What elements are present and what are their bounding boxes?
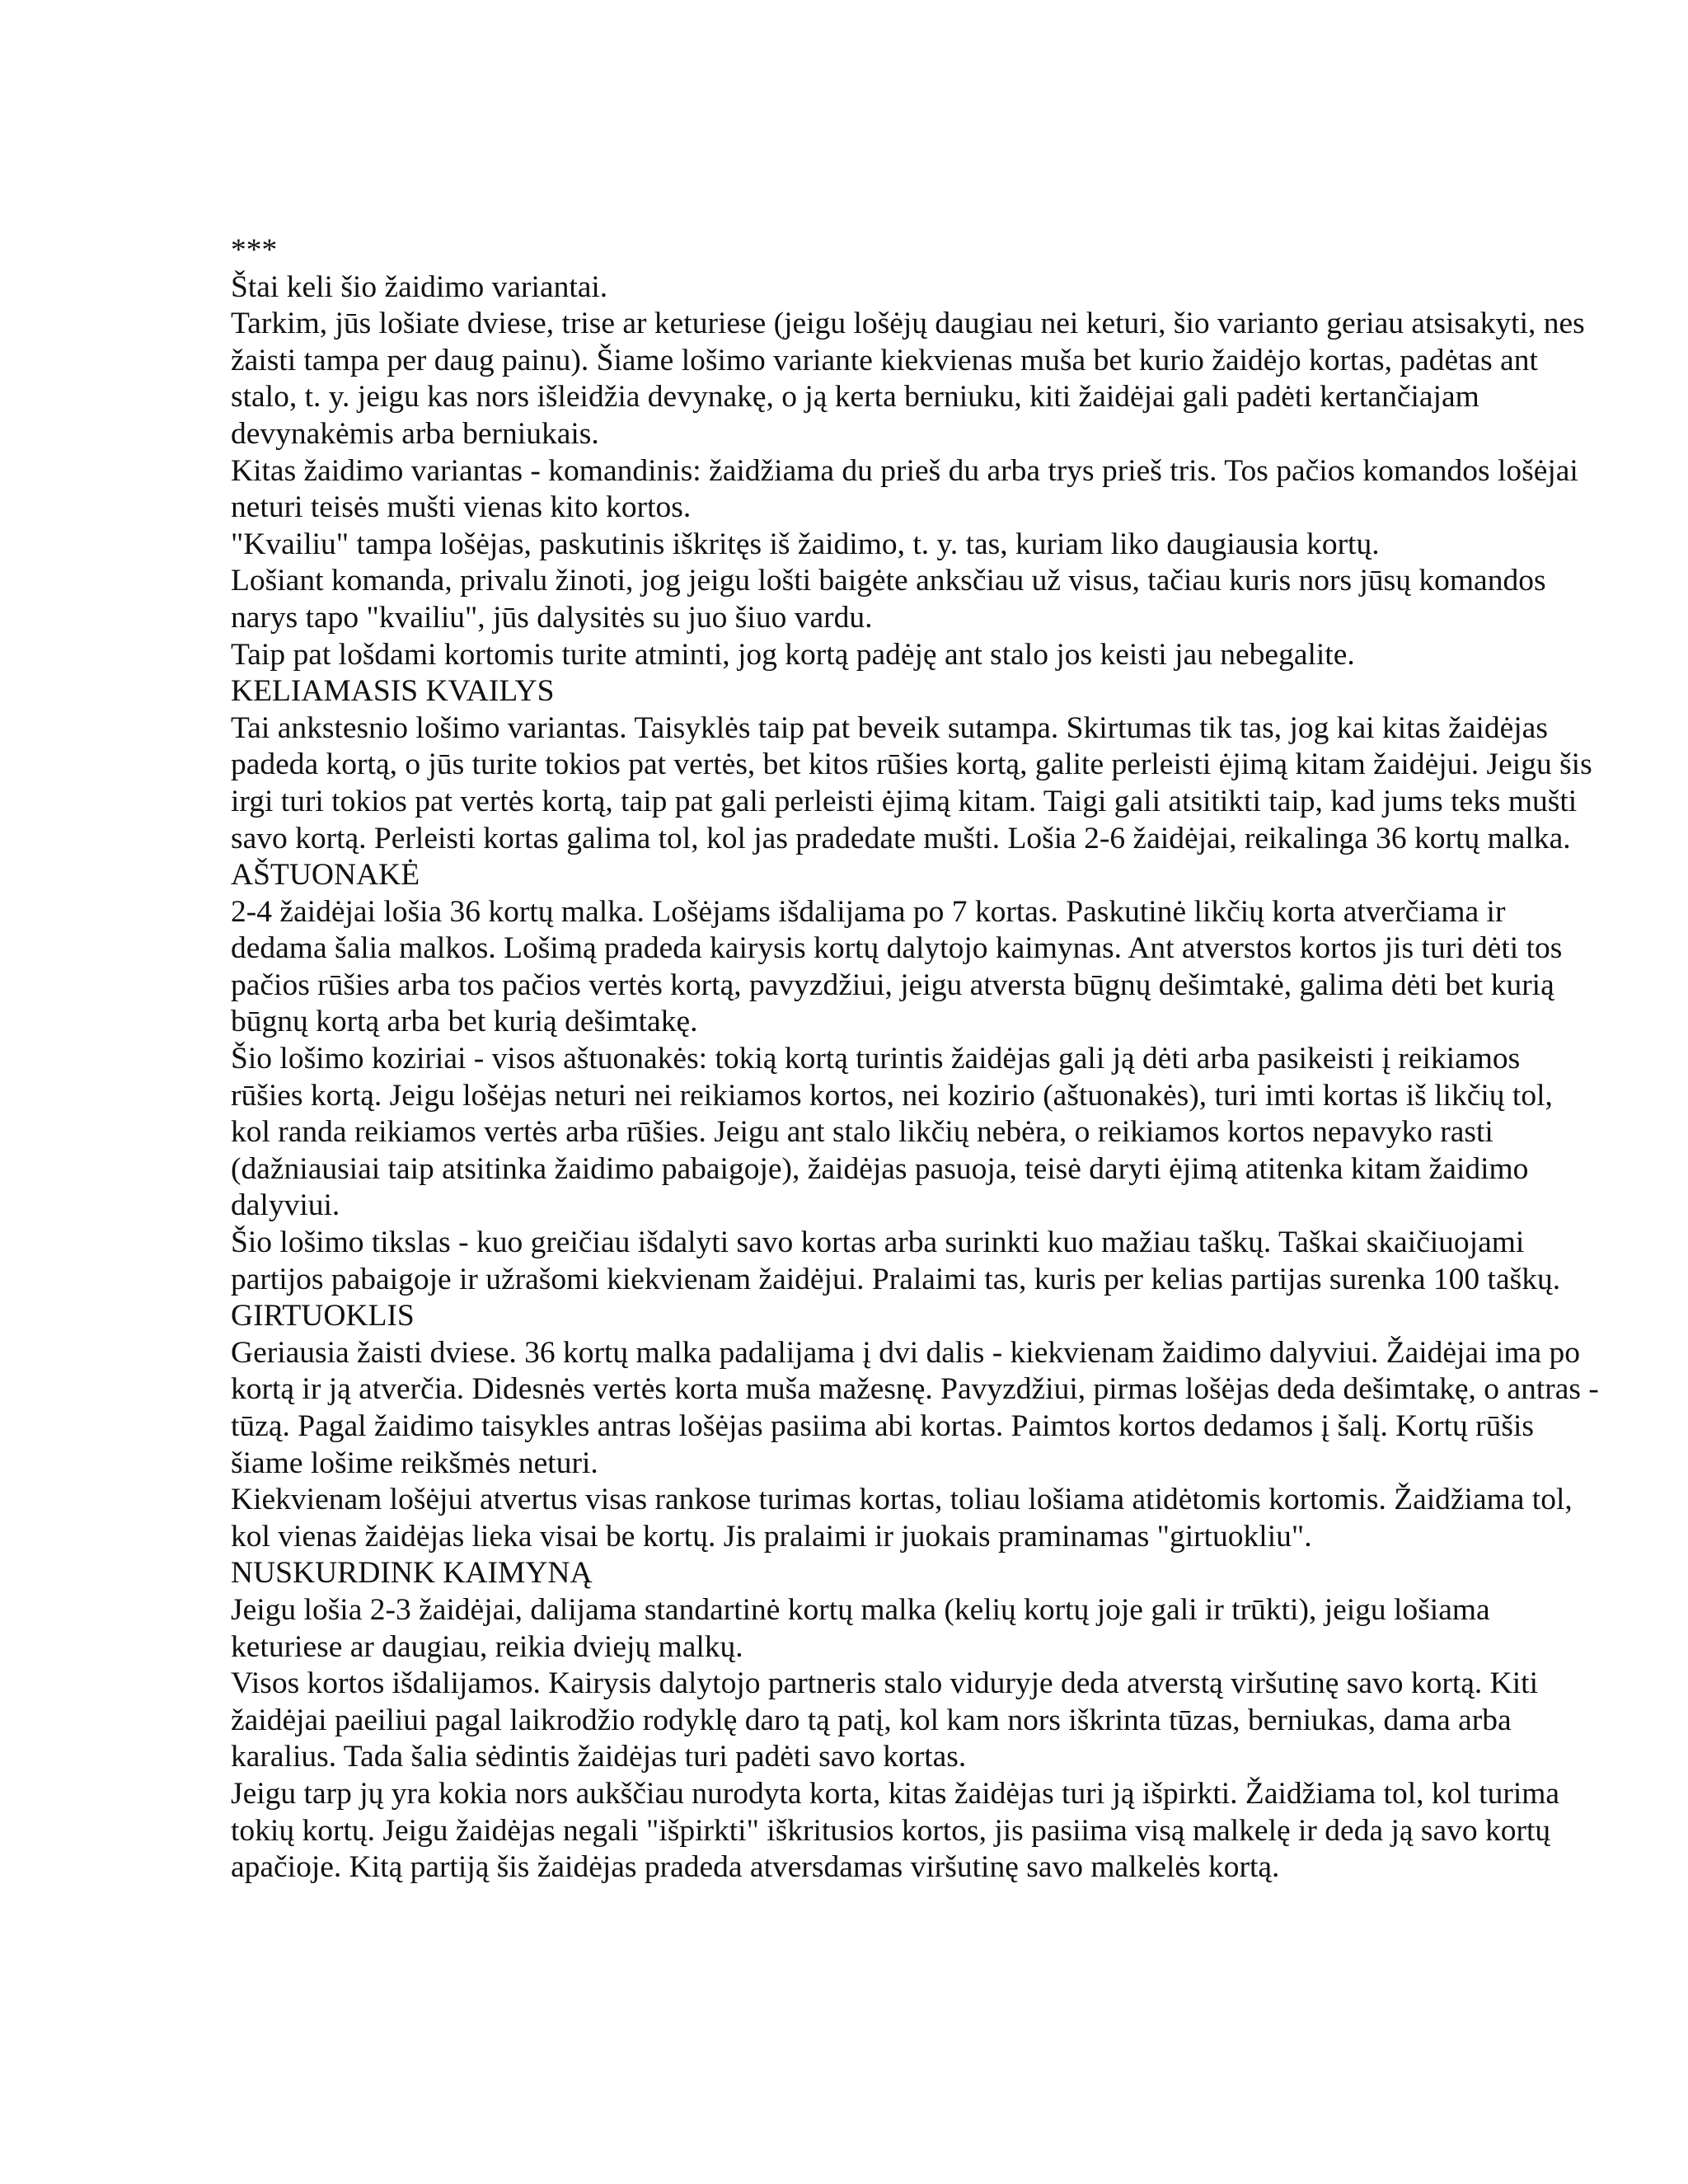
paragraph: Štai keli šio žaidimo variantai. [231, 269, 608, 304]
section-heading: GIRTUOKLIS [231, 1299, 415, 1333]
paragraph: "Kvailiu" tampa lošėjas, paskutinis iškritęs iš žaidimo, t. y. tas, kuriam liko daugiausia kortų. [231, 527, 1380, 561]
paragraph: Lošiant komanda, privalu žinoti, jog jeigu lošti baigėte anksčiau už visus, tačiau kuris nors jūsų komandos narys tapo "kvailiu", jūs dalysitės su juo šiuo vardu. [231, 564, 1546, 635]
paragraph: Kitas žaidimo variantas - komandinis: žaidžiama du prieš du arba trys prieš tris. Tos pačios komandos lošėjai neturi teisės mušti vienas kito kortos. [231, 453, 1578, 525]
paragraph: Šio lošimo tikslas - kuo greičiau išdalyti savo kortas arba surinkti kuo mažiau taškų. Taškai skaičiuojami partijos pabaigoje ir užrašomi kiekvienam žaidėjui. Pralaimi tas, kuris per kelias partijas surenka 100 taškų. [231, 1226, 1561, 1296]
separator-stars: *** [231, 233, 278, 267]
section-heading: NUSKURDINK KAIMYNĄ [231, 1556, 593, 1591]
paragraph: 2-4 žaidėjai lošia 36 kortų malka. Lošėjams išdalijama po 7 kortas. Paskutinė likčių korta atverčiama ir dedama šalia malkos. Lošimą pradeda kairysis kortų dalytojo kaimynas. Ant atverstos kortos jis turi dėti tos pačios rūšies arba tos pačios vertės kortą, pavyzdžiui, jeigu atversta būgnų dešimtakė, galima dėti bet kurią būgnų kortą arba bet kurią dešimtakę. [231, 894, 1563, 1039]
paragraph: Geriausia žaisti dviese. 36 kortų malka padalijama į dvi dalis - kiekvienam žaidimo dalyviui. Žaidėjai ima po kortą ir ją atverčia. Didesnės vertės korta muša mažesnę. Pavyzdžiui, pirmas lošėjas deda dešimtakę, o antras - tūzą. Pagal žaidimo taisykles antras lošėjas pasiima abi kortas. Paimtos kortos dedamos į šalį. Kortų rūšis šiame lošime reikšmės neturi. [231, 1335, 1599, 1480]
paragraph: Jeigu tarp jų yra kokia nors aukščiau nurodyta korta, kitas žaidėjas turi ją išpirkti. Žaidžiama tol, kol turima tokių kortų. Jeigu žaidėjas negali "išpirkti" iškritusios kortos, jis pasiima visą malkelę ir deda ją savo kortų apačioje. Kitą partiją šis žaidėjas pradeda atversdamas viršutinę savo malkelės kortą. [231, 1776, 1560, 1885]
paragraph: Visos kortos išdalijamos. Kairysis dalytojo partneris stalo viduryje deda atverstą viršutinę savo kortą. Kiti žaidėjai paeiliui pagal laikrodžio rodyklę daro tą patį, kol kam nors iškrinta tūzas, berniukas, dama arba karalius. Tada šalia sėdintis žaidėjas turi padėti savo kortas. [231, 1666, 1539, 1774]
section-heading: AŠTUONAKĖ [231, 858, 420, 893]
section-heading: KELIAMASIS KVAILYS [231, 674, 555, 709]
paragraph: Kiekvienam lošėjui atvertus visas rankose turimas kortas, toliau lošiama atidėtomis kortomis. Žaidžiama tol, kol vienas žaidėjas lieka visai be kortų. Jis pralaimi ir juokais praminamas "girtuokliu". [231, 1483, 1573, 1554]
document-body [231, 232, 1599, 1886]
paragraph: Tai ankstesnio lošimo variantas. Taisyklės taip pat beveik sutampa. Skirtumas tik tas, jog kai kitas žaidėjas padeda kortą, o jūs turite tokios pat vertės, bet kitos rūšies kortą, galite perleisti ėjimą kitam žaidėjui. Jeigu šis irgi turi tokios pat vertės kortą, taip pat gali perleisti ėjimą kitam. Taigi gali atsitikti taip, kad jums teks mušti savo kortą. Perleisti kortas galima tol, kol jas pradedate mušti. Lošia 2-6 žaidėjai, reikalinga 36 kortų malka. [231, 710, 1592, 855]
paragraph: Taip pat lošdami kortomis turite atminti, jog kortą padėję ant stalo jos keisti jau nebegalite. [231, 637, 1355, 672]
paragraph: Jeigu lošia 2-3 žaidėjai, dalijama standartinė kortų malka (kelių kortų joje gali ir trūkti), jeigu lošiama keturiese ar daugiau, reikia dviejų malkų. [231, 1592, 1490, 1664]
paragraph: Tarkim, jūs lošiate dviese, trise ar keturiese (jeigu lošėjų daugiau nei keturi, šio varianto geriau atsisakyti, nes žaisti tampa per daug painu). Šiame lošimo variante kiekvienas muša bet kurio žaidėjo kortas, padėtas ant stalo, t. y. jeigu kas nors išleidžia devynakę, o ją kerta berniuku, kiti žaidėjai gali padėti kertančiajam devynakėmis arba berniukais. [231, 307, 1585, 451]
paragraph: Šio lošimo koziriai - visos aštuonakės: tokią kortą turintis žaidėjas gali ją dėti arba pasikeisti į reikiamos rūšies kortą. Jeigu lošėjas neturi nei reikiamos kortos, nei kozirio (aštuonakės), turi imti kortas iš likčių tol, kol randa reikiamos vertės arba rūšies. Jeigu ant stalo likčių nebėra, o reikiamos kortos nepavyko rasti (dažniausiai taip atsitinka žaidimo pabaigoje), žaidėjas pasuoja, teisė daryti ėjimą atitenka kitam žaidimo dalyviui. [231, 1042, 1553, 1223]
